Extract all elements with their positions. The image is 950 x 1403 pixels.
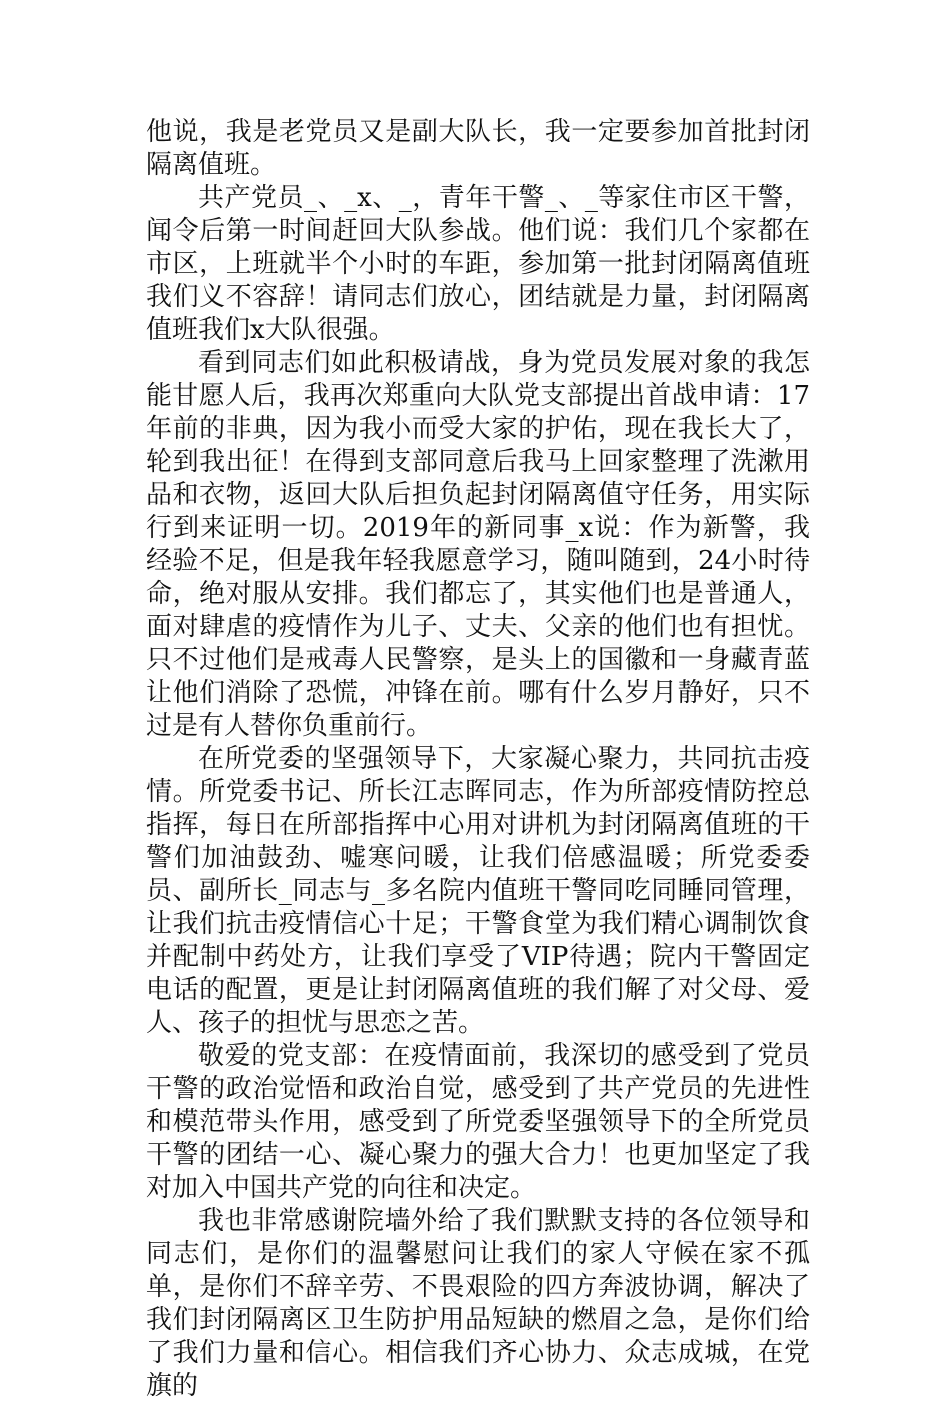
paragraph-5: 敬爱的党支部：在疫情面前，我深切的感受到了党员干警的政治觉悟和政治自觉，感受到了共产党员的先进性和模范带头作用，感受到了所党委坚强领导下的全所党员干警的团结一心、凝心聚力的强大合力！也更加坚定了我对加入中国共产党的向往和决定。 bbox=[146, 1041, 810, 1203]
paragraph-3: 看到同志们如此积极请战，身为党员发展对象的我怎能甘愿人后，我再次郑重向大队党支部提出首战申请：17年前的非典，因为我小而受大家的护佑，现在我长大了，轮到我出征！在得到支部同意后我马上回家整理了洗漱用品和衣物，返回大队后担负起封闭隔离值守任务，用实际行到来证明一切。2019年的新同事_x说：作为新警，我经验不足，但是我年轻我愿意学习，随叫随到，24小时待命，绝对服从安排。我们都忘了，其实他们也是普通人，面对肆虐的疫情作为儿子、丈夫、父亲的他们也有担忧。只不过他们是戒毒人民警察，是头上的国徽和一身藏青蓝让他们消除了恐慌，冲锋在前。哪有什么岁月静好，只不过是有人替你负重前行。 bbox=[146, 348, 810, 741]
paragraph-2: 共产党员_、_x、_，青年干警_、_等家住市区干警，闻令后第一时间赶回大队参战。他们说：我们几个家都在市区，上班就半个小时的车距，参加第一批封闭隔离值班我们义不容辞！请同志们放心，团结就是力量，封闭隔离值班我们x大队很强。 bbox=[146, 183, 810, 345]
document-body bbox=[146, 116, 810, 1403]
paragraph-1: 他说，我是老党员又是副大队长，我一定要参加首批封闭隔离值班。 bbox=[146, 117, 810, 180]
paragraph-6: 我也非常感谢院墙外给了我们默默支持的各位领导和同志们，是你们的温馨慰问让我们的家人守候在家不孤单，是你们不辞辛劳、不畏艰险的四方奔波协调，解决了我们封闭隔离区卫生防护用品短缺的燃眉之急，是你们给了我们力量和信心。相信我们齐心协力、众志成城，在党旗的 bbox=[146, 1206, 810, 1401]
paragraph-4: 在所党委的坚强领导下，大家凝心聚力，共同抗击疫情。所党委书记、所长江志晖同志，作为所部疫情防控总指挥，每日在所部指挥中心用对讲机为封闭隔离值班的干警们加油鼓劲、嘘寒问暖，让我们倍感温暖；所党委委员、副所长_同志与_多名院内值班干警同吃同睡同管理，让我们抗击疫情信心十足；干警食堂为我们精心调制饮食并配制中药处方，让我们享受了VIP待遇；院内干警固定电话的配置，更是让封闭隔离值班的我们解了对父母、爱人、孩子的担忧与思恋之苦。 bbox=[146, 744, 810, 1038]
